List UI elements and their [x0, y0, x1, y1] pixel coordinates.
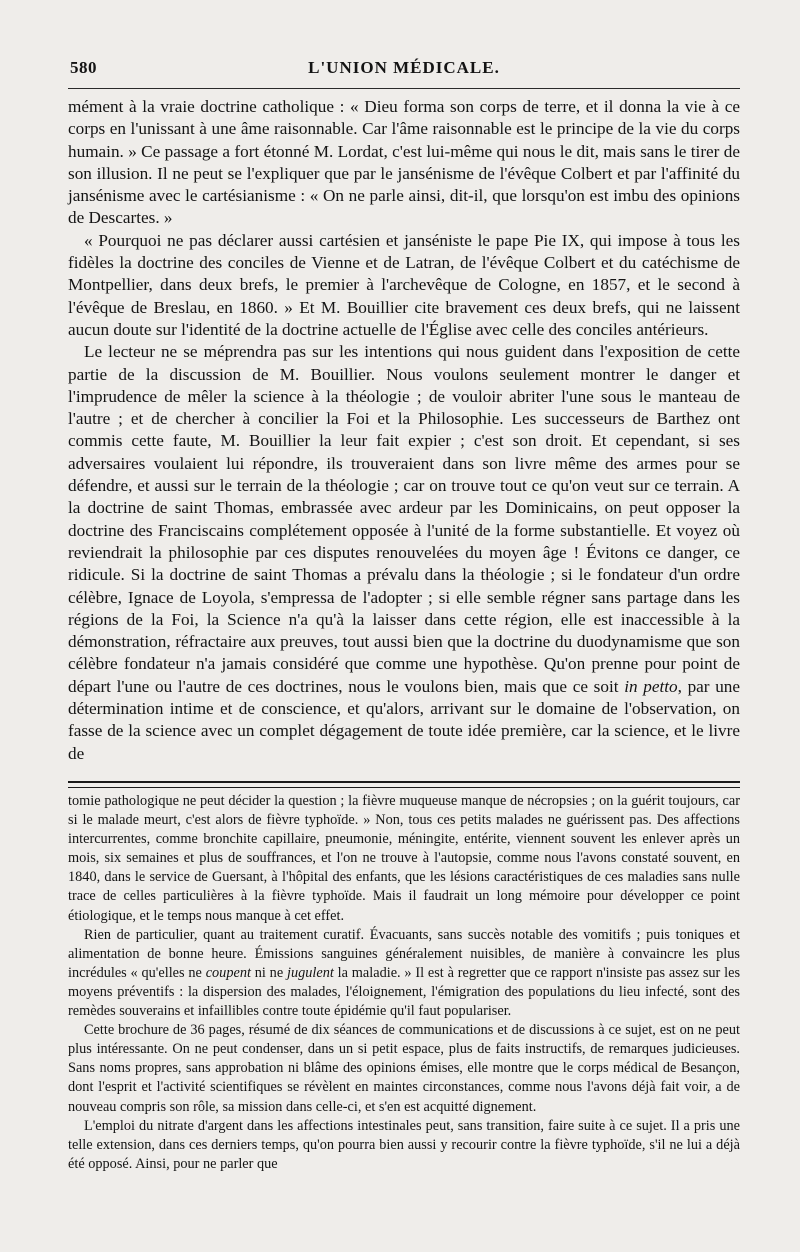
main-text: [68, 96, 740, 765]
header-rule: [68, 88, 740, 89]
paragraph: [68, 341, 740, 765]
italic-word: coupent: [205, 964, 251, 981]
note-text: Rien de particulier, quant au traitement curatif. Évacuants, sans succès notable des vomitifs ; puis toniques et alimentation de bonne heure. Émissions sanguines généralement nuisibles, de manière à convaincre les plus incrédules « qu'elles ne: [68, 926, 740, 981]
italic-phrase: in petto: [624, 676, 678, 696]
paragraph: mément à la vraie doctrine catholique : « Dieu forma son corps de terre, et il donna la vie à ce corps en l'unissant à une âme raisonnable. Car l'âme raisonnable est le principe de la vie du corps humain. » Ce passage a fort étonné M. Lordat, c'est lui-même qui nous le dit, mais sans le tirer de son illusion. Il ne peut se l'expliquer que par le jansénisme de l'évêque Colbert et par l'affinité du jansénisme avec le cartésianisme : « On ne parle ainsi, dit-il, que lorsqu'on est imbu des opinions de Descartes. »: [68, 97, 740, 228]
note-text: ni ne: [254, 964, 284, 981]
note-paragraph: tomie pathologique ne peut décider la question ; la fièvre muqueuse manque de nécropsies ; on la guérit toujours, car si le malade meurt, c'est alors de fièvre typhoïde. » Non, tous ces petits malades ne guérissent pas. Des affections intercurrentes, comme bronchite capillaire, pneumonie, méningite, entérite, viennent souvent les enlever après un mois, six semaines et plus de souffrances, et l'on ne trouve à l'autopsie, comme nous l'avons constaté souvent, en 1840, dans le service de Guersant, à l'hôpital des enfants, que les lésions caractéristiques de ces maladies sans nulle trace de celles particulières à la fièvre typhoïde. Mais il faudrait un long mémoire pour développer ce point étiologique, et le temps nous manque à cet effet.: [68, 793, 740, 924]
italic-word: jugulent: [287, 964, 334, 981]
note-paragraph: L'emploi du nitrate d'argent dans les affections intestinales peut, sans transition, faire suite à ce sujet. Il a pris une telle extension, dans ces derniers temps, qu'on pourra bien aussi y recourir contre la fièvre typhoïde, s'il ne lui a déjà été opposé. Ainsi, pour ne parler que: [68, 1117, 740, 1172]
page-number: 580: [70, 58, 97, 77]
paragraph-text: , par une détermination intime et de conscience, et qu'alors, arrivant sur le domaine de l'observation, on fasse de la science avec un complet dégagement de toute idée première, car la science, et le livre de: [68, 676, 741, 763]
footnote-text: [68, 792, 740, 1174]
note-paragraph: [68, 926, 740, 1021]
note-text: la maladie. » Il est à regretter que ce rapport n'insiste pas assez sur les moyens préventifs : la dispersion des malades, l'éloignement, l'émigration des populations du lieu infecté, sont des remèdes souverains et infaillibles contre toute épidémie qu'il faut populariser.: [68, 964, 741, 1020]
page-header: [68, 56, 740, 88]
paragraph-text: Le lecteur ne se méprendra pas sur les intentions qui nous guident dans l'exposition de cette partie de la discussion de M. Bouillier. Nous voulons seulement montrer le danger et l'imprudence de mêler la science à la théologie ; de vouloir abriter l'une sous le manteau de l'autre ; et de chercher à concilier la Foi et la Philosophie. Les successeurs de Barthez ont commis cette faute, M. Bouillier la leur fait expier ; c'est son droit. Et cependant, si ses adversaires voulaient lui répondre, ils trouveraient dans son livre même des armes pour se défendre, et aussi sur le terrain de la théologie ; car on trouve tout ce qu'on veut sur ce terrain. A la doctrine de saint Thomas, embrassée avec ardeur par les Dominicains, on peut opposer la doctrine des Franciscains complétement opposée à l'unité de la forme substantielle. Et voyez où reviendrait la philosophie par ces disputes renouvelées du moyen âge ! Évitons ce danger, ce ridicule. Si la doctrine de saint Thomas a prévalu dans la théologie ; si le fondateur d'un ordre célèbre, Ignace de Loyola, s'empressa de l'adopter ; si elle semble régner sans partage dans les régions de la Foi, la Science n'a qu'à la laisser dans cette région, elle est inaccessible à la démonstration, réfractaire aux preuves, tout aussi bien que la doctrine du duodynamisme que son célèbre fondateur n'a jamais considéré que comme une hypothèse. Qu'on prenne pour point de départ l'une ou l'autre de ces doctrines, nous le voulons bien, mais que ce soit: [68, 342, 740, 696]
running-title: L'UNION MÉDICALE.: [308, 58, 500, 77]
footnote-separator: [68, 781, 740, 788]
paragraph: « Pourquoi ne pas déclarer aussi cartésien et janséniste le pape Pie IX, qui impose à tous les fidèles la doctrine des conciles de Vienne et de Latran, de l'évêque Colbert et du catéchisme de Montpellier, dans deux brefs, le premier à l'archevêque de Cologne, en 1857, et le second à l'évêque de Breslau, en 1860. » Et M. Bouillier cite bravement ces deux brefs, qui ne laissent aucun doute sur l'identité de la doctrine actuelle de l'Église avec celle des conciles antérieurs.: [68, 230, 740, 339]
note-paragraph: Cette brochure de 36 pages, résumé de dix séances de communications et de discussions à ce sujet, est on ne peut plus intéressante. On ne peut condenser, dans un si petit espace, plus de faits instructifs, de remarques judicieuses. Sans noms propres, sans approbation ni blâme des opinions émises, elle montre que le corps médical de Besançon, dont l'esprit et l'activité scientifiques se révèlent en maintes circonstances, comme nous l'avons déjà fait voir, a de nouveau compris son rôle, sa mission dans celle-ci, et s'en est acquitté dignement.: [68, 1022, 740, 1115]
